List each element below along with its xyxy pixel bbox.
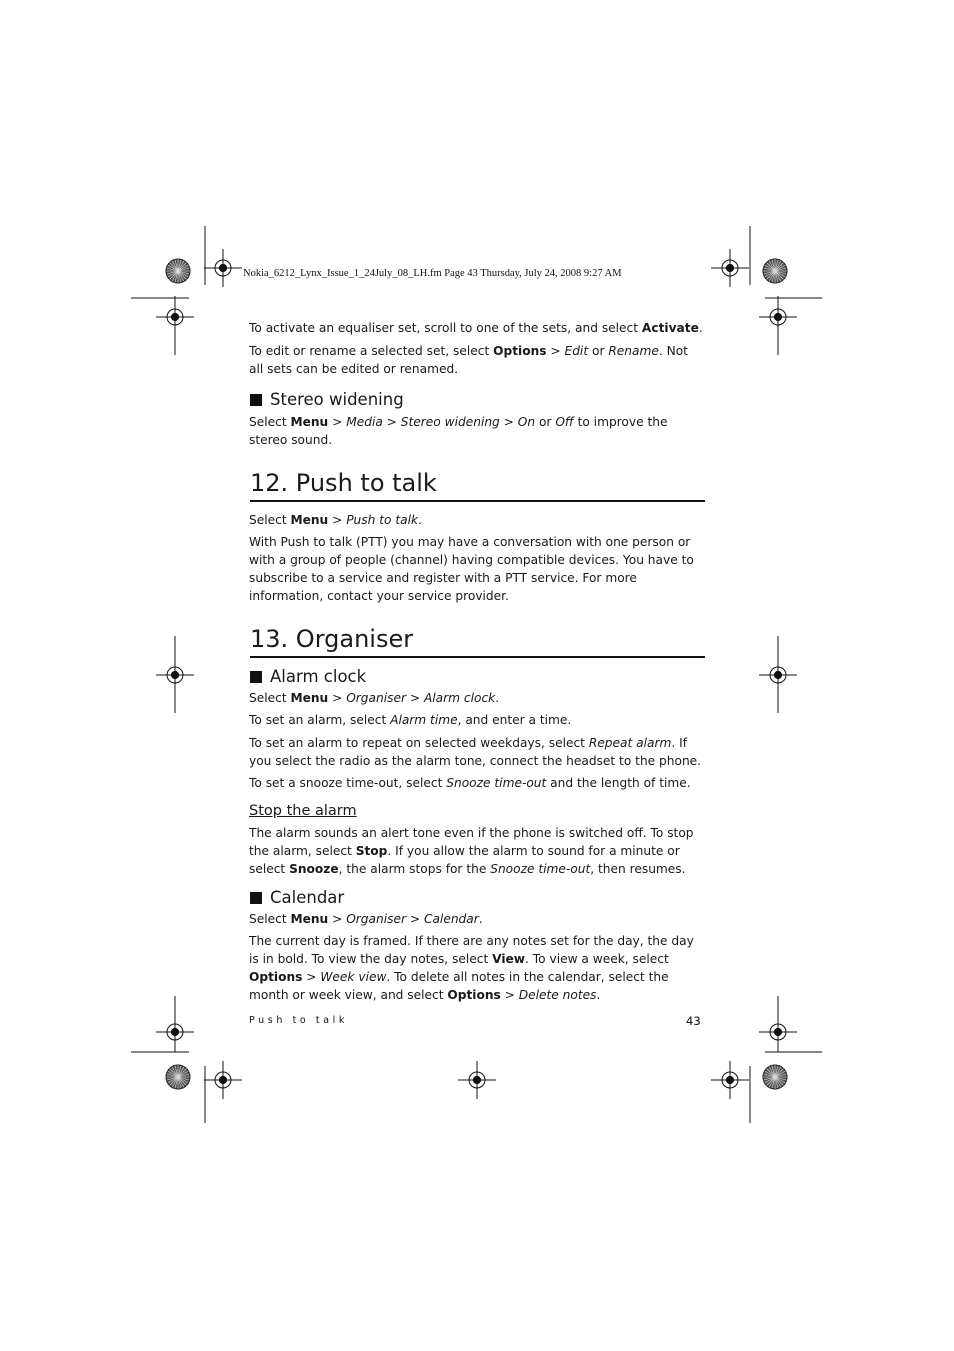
organiser-chapter-title: 13. Organiser — [250, 624, 705, 658]
calendar-menu-paragraph: Select Menu > Organiser > Calendar. — [249, 912, 483, 926]
alarm-clock-heading: Alarm clock — [249, 666, 705, 688]
stereo-widening-paragraph: Select Menu > Media > Stereo widening > On or Off to improve the stereo sound. — [249, 415, 668, 447]
heading-square-icon — [250, 671, 262, 683]
registration-dot — [774, 313, 781, 320]
equaliser-activate-paragraph: To activate an equaliser set, scroll to one of the sets, and select Activate. — [249, 321, 703, 335]
print-slug: Nokia_6212_Lynx_Issue_1_24July_08_LH.fm Page 43 Thursday, July 24, 2008 9:27 AM — [243, 268, 622, 279]
alarm-time-paragraph: To set an alarm, select Alarm time, and enter a time. — [249, 713, 572, 727]
equaliser-edit-paragraph: To edit or rename a selected set, select Options > Edit or Rename. Not all sets can be edited or renamed. — [249, 344, 688, 376]
heading-square-icon — [250, 394, 262, 406]
snooze-paragraph: To set a snooze time-out, select Snooze time-out and the length of time. — [249, 776, 691, 790]
heading-square-icon — [250, 892, 262, 904]
stop-the-alarm-heading: Stop the alarm — [249, 803, 357, 819]
registration-dot — [473, 1076, 480, 1083]
page-number: 43 — [686, 1014, 701, 1028]
stereo-widening-heading: Stereo widening — [249, 389, 705, 411]
registration-dot — [171, 1028, 178, 1035]
registration-dot — [774, 1028, 781, 1035]
registration-dot — [219, 264, 226, 271]
registration-dot — [726, 264, 733, 271]
push-to-talk-menu-paragraph: Select Menu > Push to talk. — [249, 513, 422, 527]
push-to-talk-description: With Push to talk (PTT) you may have a conversation with one person or with a group of people (channel) having compatible devices. You have to subscribe to a service and register with a PTT service. For more information, contact your service provider. — [249, 535, 694, 603]
repeat-alarm-paragraph: To set an alarm to repeat on selected weekdays, select Repeat alarm. If you select the radio as the alarm tone, connect the headset to the phone. — [249, 736, 702, 768]
registration-dot — [171, 671, 178, 678]
stop-the-alarm-paragraph: The alarm sounds an alert tone even if the phone is switched off. To stop the alarm, select Stop. If you allow the alarm to sound for a minute or select Snooze, the alarm stops for the Snooze time-out, then resumes. — [249, 826, 694, 876]
alarm-clock-menu-paragraph: Select Menu > Organiser > Alarm clock. — [249, 691, 500, 705]
push-to-talk-chapter-title: 12. Push to talk — [250, 468, 705, 502]
registration-dot — [171, 313, 178, 320]
calendar-heading: Calendar — [249, 887, 705, 909]
page-content — [249, 319, 705, 1004]
footer-section-name: Push to talk — [249, 1015, 349, 1026]
registration-dot — [774, 671, 781, 678]
calendar-description: The current day is framed. If there are any notes set for the day, the day is in bold. To view the day notes, select View. To view a week, select Options > Week view. To delete all notes in the calendar, select the month or week view, and select Options > Delete notes. — [249, 934, 694, 1002]
registration-dot — [726, 1076, 733, 1083]
registration-dot — [219, 1076, 226, 1083]
